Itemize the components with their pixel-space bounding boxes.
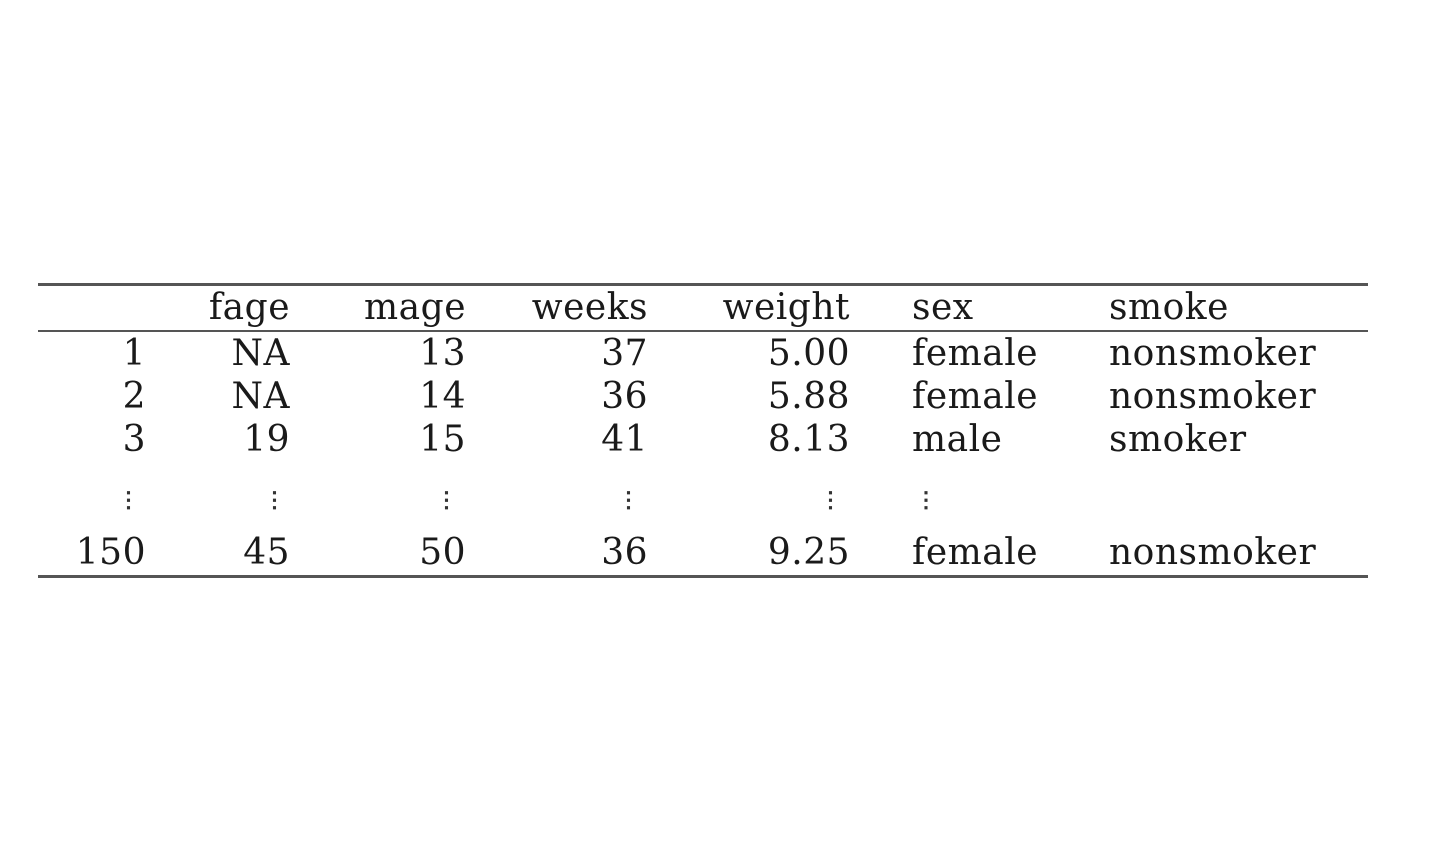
cell-sex: female bbox=[912, 376, 1039, 417]
header-weeks: weeks bbox=[531, 287, 648, 328]
cell-sex: male bbox=[912, 419, 1003, 460]
cell-weeks: 37 bbox=[601, 333, 648, 374]
cell-mage: 50 bbox=[419, 532, 466, 573]
cell-mage: 15 bbox=[419, 419, 466, 460]
header-index bbox=[38, 286, 146, 330]
cell-weight: 5.00 bbox=[767, 333, 850, 374]
cell-mage: 13 bbox=[419, 333, 466, 374]
cell-weeks: 36 bbox=[601, 532, 648, 573]
cell-fage: 45 bbox=[243, 532, 290, 573]
header-smoke: smoke bbox=[1109, 287, 1229, 328]
cell-weeks: 36 bbox=[601, 376, 648, 417]
cell-smoke: nonsmoker bbox=[1109, 532, 1317, 573]
header-weight: weight bbox=[722, 287, 850, 328]
cell-mage: 14 bbox=[419, 376, 466, 417]
cell-smoke: nonsmoker bbox=[1109, 376, 1317, 417]
vertical-ellipsis: ⋮ bbox=[617, 486, 640, 513]
vertical-ellipsis: ⋮ bbox=[915, 486, 938, 513]
table-row bbox=[38, 332, 1368, 375]
cell-weight: 9.25 bbox=[767, 532, 850, 573]
header-sex: sex bbox=[912, 287, 974, 328]
table-row bbox=[38, 531, 1368, 575]
cell-weight: 8.13 bbox=[767, 419, 850, 460]
cell-fage: NA bbox=[231, 376, 290, 417]
vertical-ellipsis: ⋮ bbox=[819, 486, 842, 513]
cell-fage: NA bbox=[231, 333, 290, 374]
cell-weight: 5.88 bbox=[767, 376, 850, 417]
data-table-container bbox=[38, 283, 1368, 578]
table-bottom-rule bbox=[38, 575, 1368, 578]
header-fage: fage bbox=[208, 287, 290, 328]
cell-id: 3 bbox=[122, 419, 146, 460]
cell-id: 1 bbox=[122, 333, 146, 374]
vertical-ellipsis: ⋮ bbox=[263, 486, 286, 513]
data-table-body bbox=[38, 332, 1368, 575]
cell-weeks: 41 bbox=[601, 419, 648, 460]
cell-fage: 19 bbox=[243, 419, 290, 460]
data-table bbox=[38, 286, 1368, 330]
table-row bbox=[38, 375, 1368, 418]
cell-id: 2 bbox=[122, 376, 146, 417]
vertical-ellipsis: ⋮ bbox=[435, 486, 458, 513]
ellipsis-row bbox=[38, 461, 1368, 531]
table-row bbox=[38, 418, 1368, 461]
header-row bbox=[38, 286, 1368, 330]
cell-smoke: nonsmoker bbox=[1109, 333, 1317, 374]
cell-sex: female bbox=[912, 532, 1039, 573]
cell-smoke: smoker bbox=[1109, 419, 1247, 460]
vertical-ellipsis: ⋮ bbox=[117, 486, 140, 513]
cell-sex: female bbox=[912, 333, 1039, 374]
header-mage: mage bbox=[364, 287, 466, 328]
cell-id: 150 bbox=[75, 532, 146, 573]
